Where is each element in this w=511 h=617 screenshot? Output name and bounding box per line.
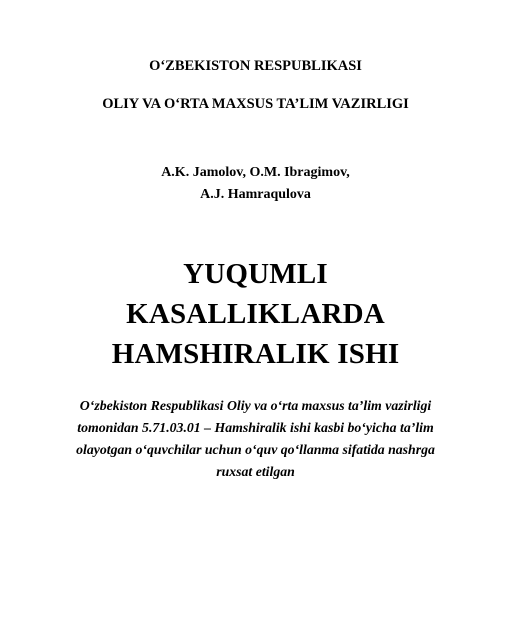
approval-note-line-2: tomonidan 5.71.03.01 – Hamshiralik ishi kasbi bo‘yicha ta’lim [77,420,434,435]
ministry-name: OLIY VA O‘RTA MAXSUS TA’LIM VAZIRLIGI [102,96,409,112]
approval-note-line-1: O‘zbekiston Respublikasi Oliy va o‘rta maxsus ta’lim vazirligi [79,398,432,413]
country-name: O‘ZBEKISTON RESPUBLIKASI [149,58,362,74]
book-title-line-3: HAMSHIRALIK ISHI [111,338,400,370]
book-title-line-1: YUQUMLI [183,258,328,290]
approval-note-line-3: olayotgan o‘quvchilar uchun o‘quv qo‘llanma sifatida nashrga [76,442,435,457]
approval-note-line-4: ruxsat etilgan [216,464,295,479]
authors-line-2: A.J. Hamraqulova [200,187,311,202]
book-title-line-2: KASALLIKLARDA [126,298,385,330]
authors-line-1: A.K. Jamolov, O.M. Ibragimov, [161,165,350,180]
